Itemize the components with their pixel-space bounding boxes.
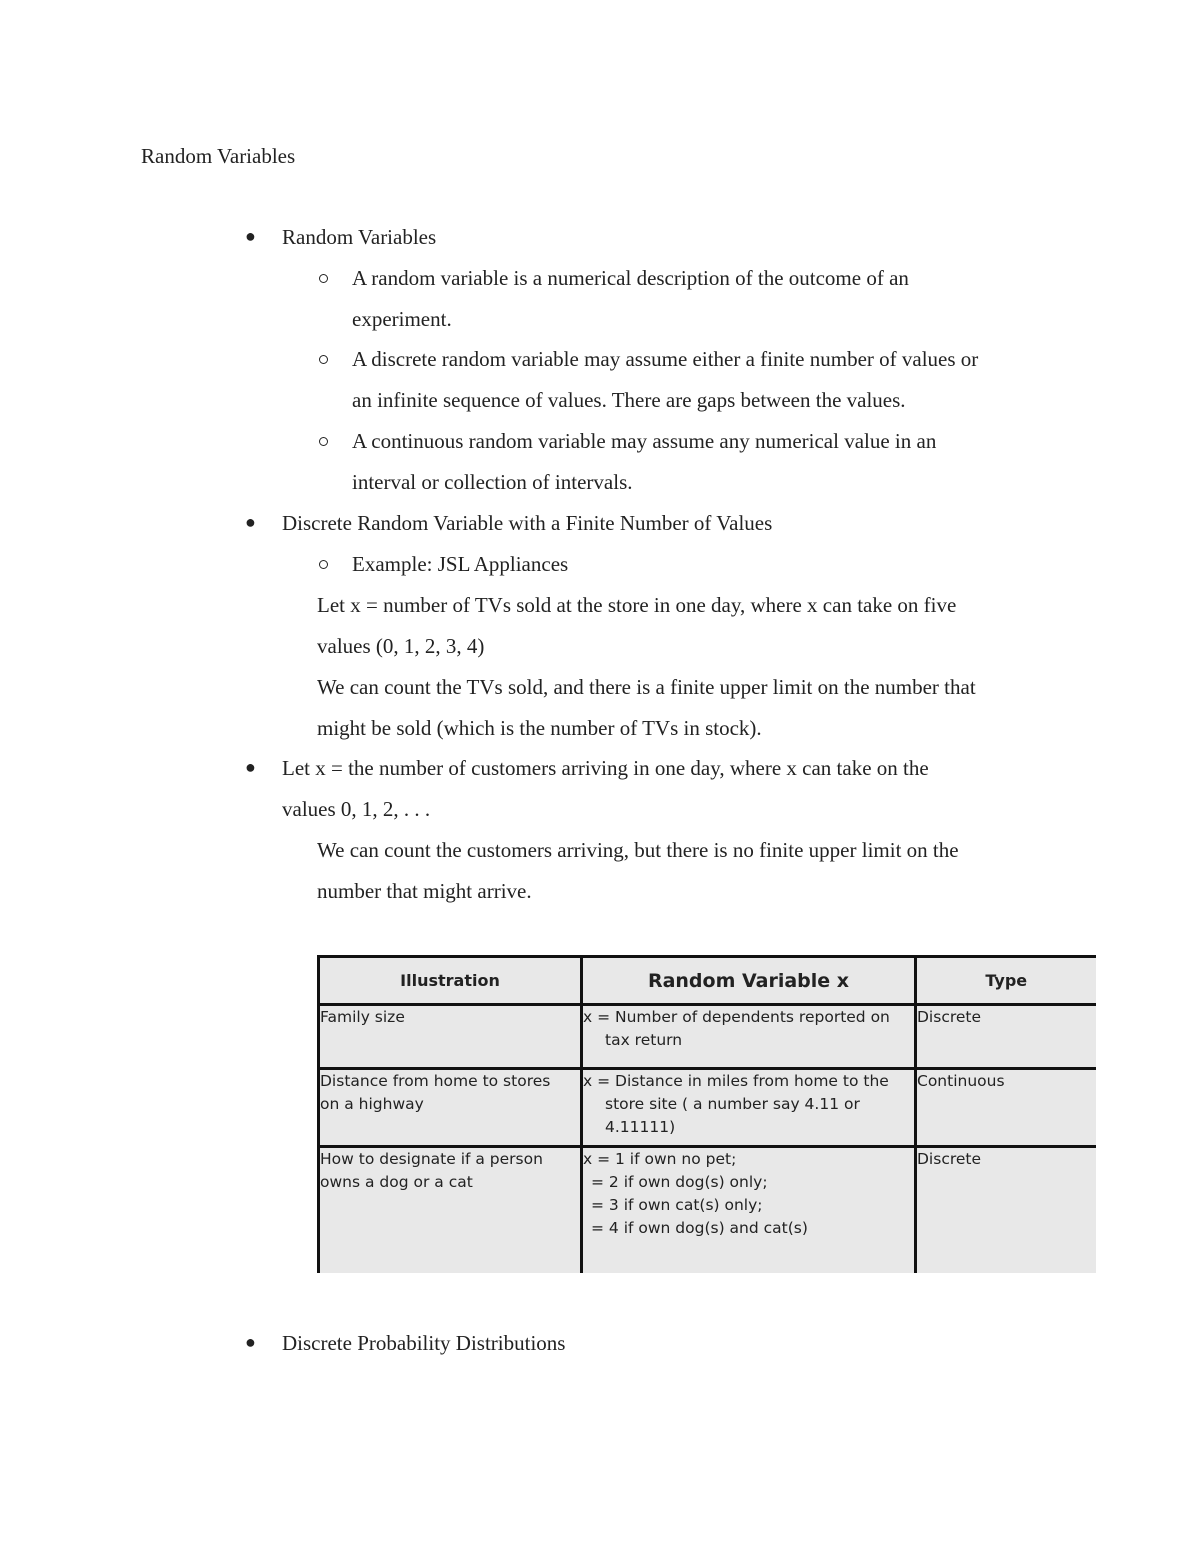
sub2-line1: A discrete random variable may assume either a finite number of values or	[352, 347, 979, 371]
variable-cell	[582, 1005, 916, 1069]
section3-p-line2: number that might arrive.	[317, 879, 532, 903]
illustration-cell	[319, 1147, 582, 1273]
random-variable-table	[317, 955, 1096, 1273]
section3-line1: Let x = the number of customers arriving in one day, where x can take on the	[282, 756, 929, 780]
sub-bullet-icon	[319, 274, 328, 283]
section2-example: Example: JSL Appliances	[352, 552, 569, 576]
sub-bullet-icon	[319, 437, 328, 446]
table-row	[319, 1005, 1096, 1069]
illustration-cell	[319, 1005, 582, 1069]
header-illustration: Illustration	[319, 957, 582, 1005]
illustration-line: Family size	[320, 1008, 405, 1026]
variable-line: 4.11111)	[605, 1118, 676, 1137]
bullet-icon: ●	[245, 1332, 256, 1352]
section3-p-line1: We can count the customers arriving, but there is no finite upper limit on the	[317, 838, 959, 862]
type-cell: Discrete	[916, 1005, 1096, 1069]
sub3-line1: A continuous random variable may assume any numerical value in an	[352, 429, 937, 453]
illustration-line: Distance from home to stores	[320, 1072, 551, 1091]
type-cell: Continuous	[916, 1069, 1096, 1147]
section3-line2: values 0, 1, 2, . . .	[282, 797, 431, 821]
table-row	[319, 1069, 1096, 1147]
section1-heading: Random Variables	[282, 225, 437, 249]
bullet-icon: ●	[245, 757, 256, 777]
section2-heading: Discrete Random Variable with a Finite Number of Values	[282, 511, 773, 535]
sub3-line2: interval or collection of intervals.	[352, 470, 633, 494]
variable-line: x = Distance in miles from home to the	[583, 1072, 889, 1091]
sub1-line2: experiment.	[352, 307, 452, 331]
variable-line: = 4 if own dog(s) and cat(s)	[591, 1219, 808, 1238]
illustration-line: on a highway	[320, 1095, 424, 1114]
sub-bullet-icon	[319, 560, 328, 569]
illustration-line: owns a dog or a cat	[320, 1173, 473, 1192]
variable-cell	[582, 1147, 916, 1273]
variable-line: store site ( a number say 4.11 or	[605, 1095, 860, 1114]
illustration-cell	[319, 1069, 582, 1147]
header-random-variable: Random Variable x	[582, 957, 916, 1005]
table-header-row	[319, 957, 1096, 1005]
bullet-icon: ●	[245, 512, 256, 532]
variable-line: = 2 if own dog(s) only;	[591, 1173, 768, 1192]
illustration-line: How to designate if a person	[320, 1150, 543, 1169]
bullet-icon: ●	[245, 226, 256, 246]
table-row	[319, 1147, 1096, 1273]
sub2-line2: an infinite sequence of values. There are gaps between the values.	[352, 388, 906, 412]
section4-heading: Discrete Probability Distributions	[282, 1331, 566, 1355]
page-title: Random Variables	[141, 144, 296, 168]
variable-line: = 3 if own cat(s) only;	[591, 1196, 763, 1215]
section2-p1-line2: values (0, 1, 2, 3, 4)	[317, 634, 485, 658]
type-cell: Discrete	[916, 1147, 1096, 1273]
sub-bullet-icon	[319, 355, 328, 364]
variable-line: x = 1 if own no pet;	[583, 1150, 737, 1169]
sub1-line1: A random variable is a numerical description of the outcome of an	[352, 266, 909, 290]
section2-p2-line1: We can count the TVs sold, and there is a finite upper limit on the number that	[317, 675, 976, 699]
section2-p1-line1: Let x = number of TVs sold at the store in one day, where x can take on five	[317, 593, 957, 617]
variable-line: tax return	[605, 1031, 683, 1049]
section2-p2-line2: might be sold (which is the number of TVs in stock).	[317, 716, 762, 740]
variable-line: x = Number of dependents reported on	[583, 1008, 890, 1026]
variable-cell	[582, 1069, 916, 1147]
header-type: Type	[916, 957, 1096, 1005]
